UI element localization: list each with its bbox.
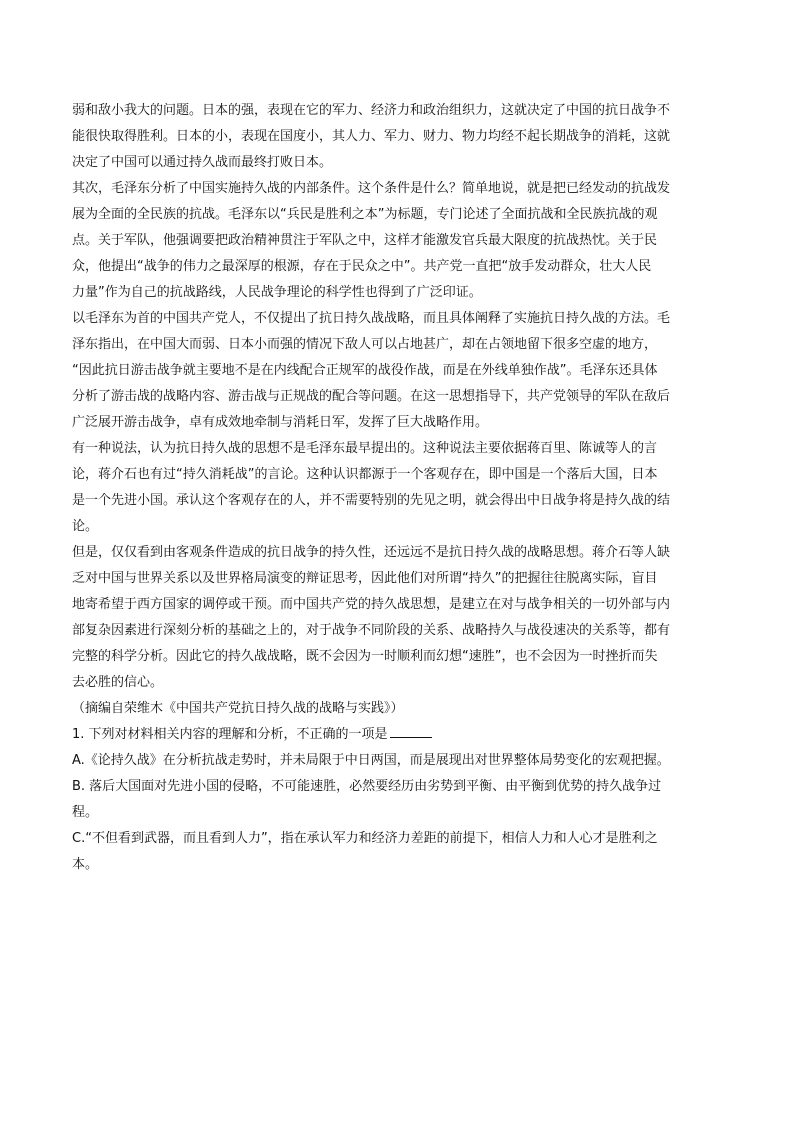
option-b-cont: 程。 bbox=[72, 805, 99, 820]
text-line: 能很快取得胜利。日本的小，表现在国度小，其人力、军力、财力、物力均经不起长期战争的消耗，这就 bbox=[72, 129, 671, 144]
text-line: 是一个先进小国。承认这个客观存在的人，并不需要特别的先见之明，就会得出中日战争将是持久战的结 bbox=[72, 493, 671, 508]
text-line: 论。 bbox=[72, 519, 99, 534]
text-line: 力量”作为自己的抗战路线，人民战争理论的科学性也得到了广泛印证。 bbox=[72, 285, 482, 300]
text-line: 乏对中国与世界关系以及世界格局演变的辩证思考，因此他们对所谓“持久”的把握往往脱离实际，盲目 bbox=[72, 571, 658, 586]
text-line: 以毛泽东为首的中国共产党人，不仅提出了抗日持久战战略，而且具体阐释了实施抗日持久战的方法。毛 bbox=[72, 311, 671, 326]
text-line: 论，蒋介石也有过“持久消耗战”的言论。这种认识都源于一个客观存在，即中国是一个落后大国，日本 bbox=[72, 467, 658, 482]
text-line: 有一种说法，认为抗日持久战的思想不是毛泽东最早提出的。这种说法主要依据蒋百里、陈诚等人的言 bbox=[72, 441, 658, 456]
question-stem bbox=[72, 722, 720, 748]
text-line: 但是，仅仅看到由客观条件造成的抗日战争的持久性，还远远不是抗日持久战的战略思想。蒋介石等人缺 bbox=[72, 545, 671, 560]
question-stem-text: 1. 下列对材料相关内容的理解和分析，不正确的一项是 bbox=[72, 727, 388, 742]
text-line: 展为全面的全民族的抗战。毛泽东以“兵民是胜利之本”为标题，专门论述了全面抗战和全民族抗战的观 bbox=[72, 207, 658, 222]
document-body bbox=[72, 98, 720, 878]
text-line: 其次，毛泽东分析了中国实施持久战的内部条件。这个条件是什么？简单地说，就是把已经发动的抗战发 bbox=[72, 181, 671, 196]
text-line: 去必胜的信心。 bbox=[72, 675, 164, 690]
text-line: 广泛展开游击战争，卓有成效地牵制与消耗日军，发挥了巨大战略作用。 bbox=[72, 415, 489, 430]
text-line: 点。关于军队，他强调要把政治精神贯注于军队之中，这样才能激发官兵最大限度的抗战热忱。关于民 bbox=[72, 233, 658, 248]
option-c: C.“不但看到武器，而且看到人力”，指在承认军力和经济力差距的前提下，相信人力和人心才是胜利之 bbox=[72, 831, 658, 846]
option-a: A.《论持久战》在分析抗战走势时，并未局限于中日两国，而是展现出对世界整体局势变化的宏观把握。 bbox=[72, 753, 670, 768]
text-line: 泽东指出，在中国大而弱、日本小而强的情况下敌人可以占地甚广，却在占领地留下很多空虚的地方， bbox=[72, 337, 658, 352]
text-line: 部复杂因素进行深刻分析的基础之上的，对于战争不同阶段的关系、战略持久与战役速决的关系等，都有 bbox=[72, 623, 671, 638]
text-line: 地寄希望于西方国家的调停或干预。而中国共产党的持久战思想，是建立在对与战争相关的一切外部与内 bbox=[72, 597, 671, 612]
answer-blank bbox=[390, 725, 432, 738]
source-citation: （摘编自荣维木《中国共产党抗日持久战的战略与实践》） bbox=[72, 701, 404, 716]
text-line: 弱和敌小我大的问题。日本的强，表现在它的军力、经济力和政治组织力，这就决定了中国的抗日战争不 bbox=[72, 103, 671, 118]
option-c-cont: 本。 bbox=[72, 857, 99, 872]
text-line: 完整的科学分析。因此它的持久战战略，既不会因为一时顺利而幻想“速胜”，也不会因为一时挫折而失 bbox=[72, 649, 658, 664]
text-line: 分析了游击战的战略内容、游击战与正规战的配合等问题。在这一思想指导下，共产党领导的军队在敌后 bbox=[72, 389, 671, 404]
option-b: B. 落后大国面对先进小国的侵略，不可能速胜，必然要经历由劣势到平衡、由平衡到优势的持久战争过 bbox=[72, 779, 662, 794]
text-line: 决定了中国可以通过持久战而最终打败日本。 bbox=[72, 155, 333, 170]
text-line: “因此抗日游击战争就主要地不是在内线配合正规军的战役作战，而是在外线单独作战”。毛泽东还具体 bbox=[72, 363, 658, 378]
text-line: 众，他提出“战争的伟力之最深厚的根源，存在于民众之中”。共产党一直把“放手发动群众，壮大人民 bbox=[72, 259, 652, 274]
